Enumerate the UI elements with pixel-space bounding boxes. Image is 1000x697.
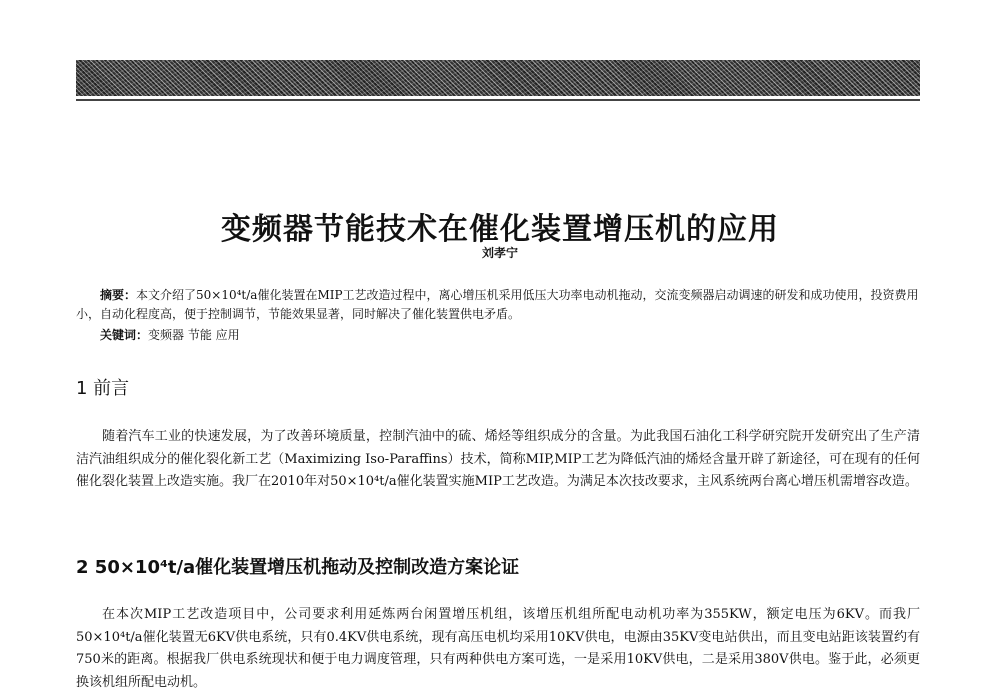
section-heading-1: 1 前言 <box>76 378 130 399</box>
section-heading-2: 2 50×10⁴t/a催化装置增压机拖动及控制改造方案论证 <box>76 557 520 578</box>
keywords-label: 关键词： <box>100 328 149 342</box>
author-name: 刘孝宁 <box>481 246 518 260</box>
abstract-label: 摘要： <box>100 288 137 302</box>
header-rule <box>76 99 920 101</box>
paper-title: 变频器节能技术在催化装置增压机的应用 <box>221 212 779 247</box>
section-2-paragraph: 在本次MIP工艺改造项目中，公司要求利用延炼两台闲置增压机组，该增压机组所配电动机功率为355KW，额定电压为6KV。而我厂50×10⁴t/a催化装置无6KV供电系统，只有0.4KV供电系统，现有高压电机均采用10KV供电，电源由35KV变电站供出，而且变电站距该装置约有750米的距离。根据我厂供电系统现状和便于电力调度管理，只有两种供电方案可选，一是采用10KV供电，二是采用380V供电。鉴于此，必须更换该机组所配电动机。 <box>76 607 920 690</box>
section-1-paragraph: 随着汽车工业的快速发展，为了改善环境质量，控制汽油中的硫、烯烃等组织成分的含量。为此我国石油化工科学研究院开发研究出了生产清洁汽油组织成分的催化裂化新工艺（Maximizing Iso-Paraffins）技术，简称MIP,MIP工艺为降低汽油的烯烃含量开辟了新途径，可在现有的任何催化裂化装置上改造实施。我厂在2010年对50×10⁴t/a催化装置实施MIP工艺改造。为满足本次技改要求，主风系统两台离心增压机需增容改造。 <box>76 429 920 489</box>
header-decorative-band <box>76 60 920 96</box>
abstract-text: 本文介绍了50×10⁴t/a催化装置在MIP工艺改造过程中，离心增压机采用低压大功率电动机拖动，交流变频器启动调速的研发和成功使用，投资费用小，自动化程度高，便于控制调节，节能效果显著，同时解决了催化装置供电矛盾。 <box>76 288 919 321</box>
abstract <box>76 286 920 324</box>
keywords <box>100 326 240 343</box>
keywords-text: 变频器 节能 应用 <box>148 328 240 342</box>
